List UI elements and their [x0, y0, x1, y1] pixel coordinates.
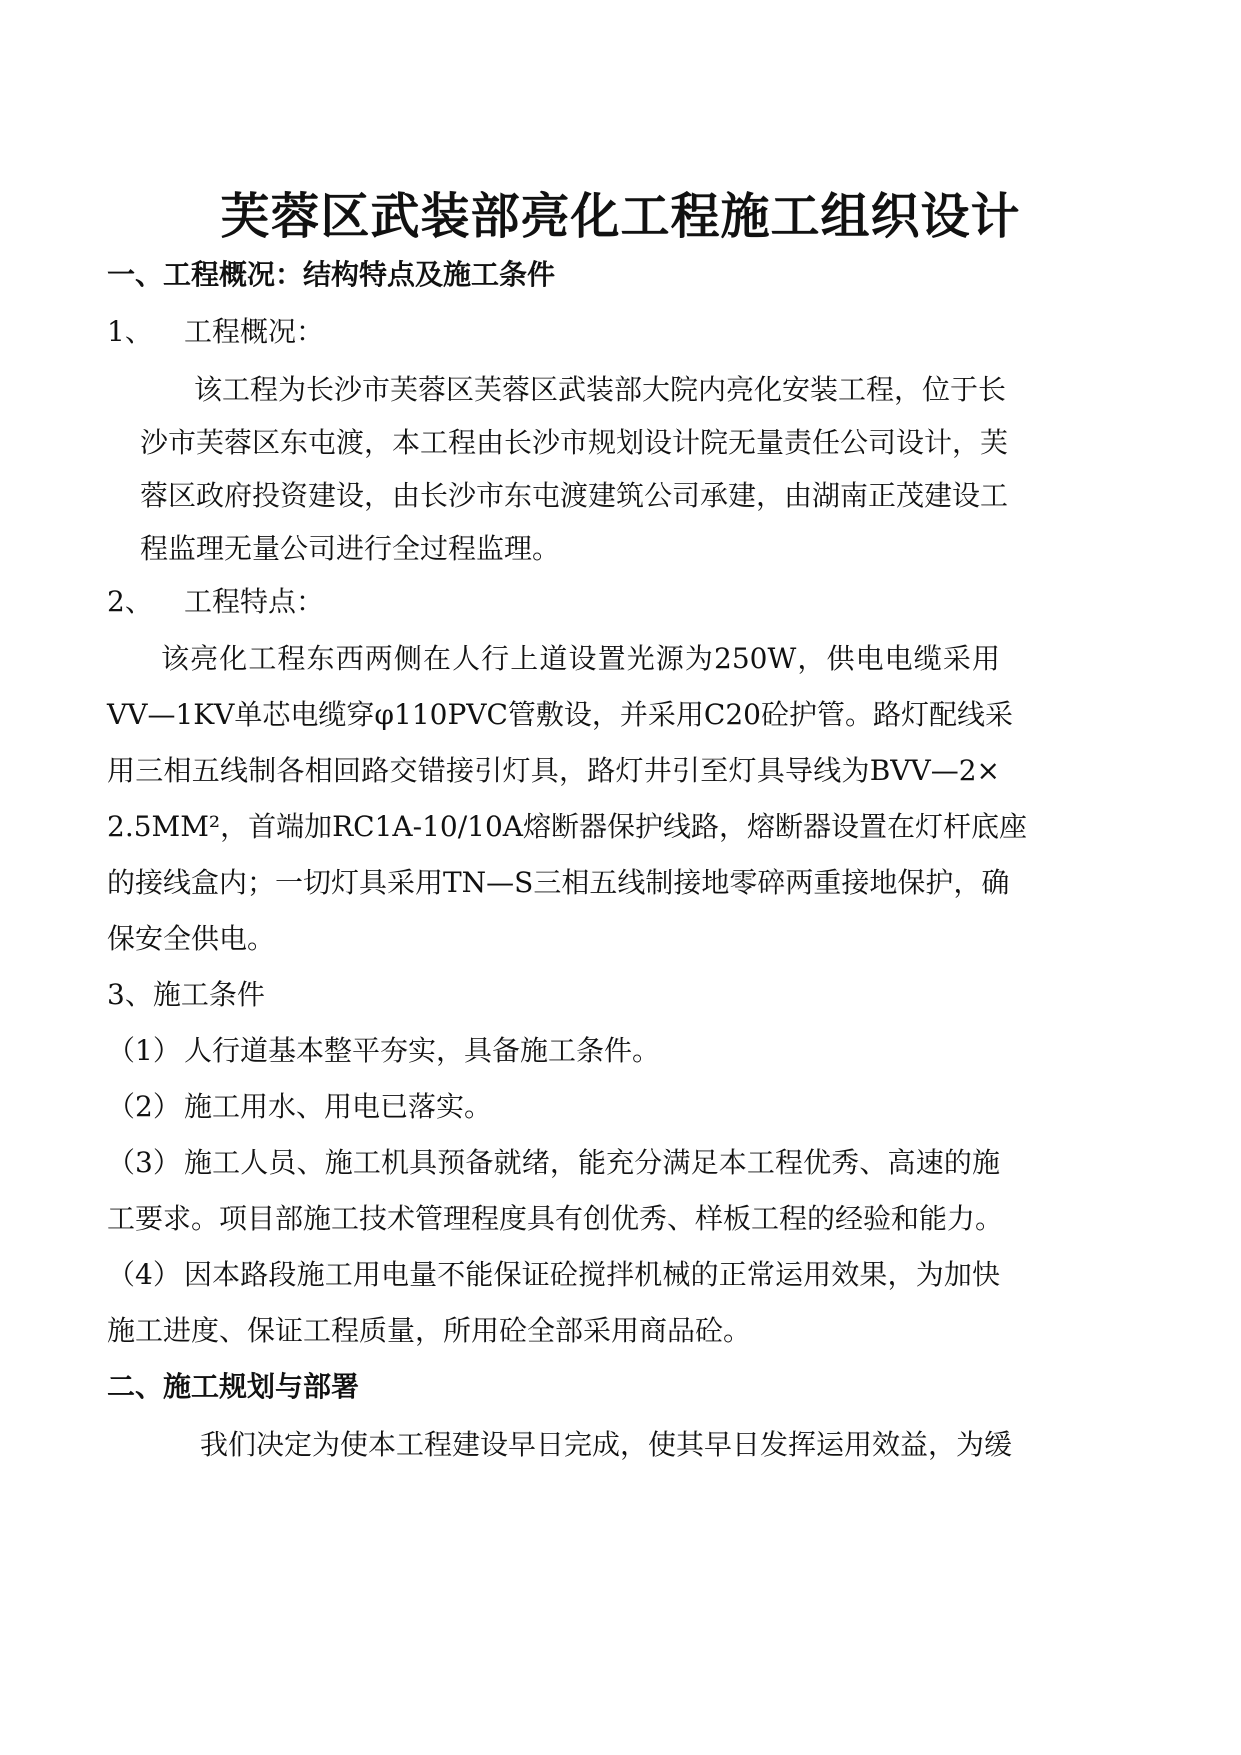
item-2-paragraph-line: 保安全供电。: [107, 922, 276, 955]
item-2-number: 2、: [107, 585, 153, 618]
condition-continuation: 施工进度、保证工程质量，所用砼全部采用商品砼。: [107, 1314, 752, 1347]
condition-text: 人行道基本整平夯实，具备施工条件。: [184, 1034, 661, 1067]
item-1-label: 工程概况：: [184, 315, 325, 348]
item-2-paragraph-line: VV—1KV单芯电缆穿φ110PVC管敷设，并采用C20砼护管。路灯配线采: [107, 698, 1013, 731]
document-title: 芙蓉区武装部亮化工程施工组织设计: [220, 188, 1021, 245]
item-2-paragraph-line: 用三相五线制各相回路交错接引灯具，路灯井引至灯具导线为BVV—2×: [107, 754, 1000, 787]
item-2-paragraph-line: 的接线盒内；一切灯具采用TN—S三相五线制接地零碎两重接地保护，确: [107, 866, 1010, 899]
item-1-paragraph-line: 蓉区政府投资建设，由长沙市东屯渡建筑公司承建，由湖南正茂建设工: [140, 479, 1009, 512]
item-1-paragraph-line: 程监理无量公司进行全过程监理。: [140, 532, 561, 565]
item-3-heading: 3、施工条件: [107, 978, 265, 1011]
condition-number: （3）: [107, 1146, 181, 1179]
section-2-paragraph-line: 我们决定为使本工程建设早日完成，使其早日发挥运用效益，为缓: [200, 1428, 1013, 1461]
item-2-label: 工程特点：: [184, 585, 325, 618]
section-2-heading: 二、施工规划与部署: [107, 1370, 360, 1403]
item-1-number: 1、: [107, 315, 153, 348]
condition-text: 因本路段施工用电量不能保证砼搅拌机械的正常运用效果，为加快: [184, 1258, 1000, 1291]
condition-continuation: 工要求。项目部施工技术管理程度具有创优秀、样板工程的经验和能力。: [107, 1202, 1004, 1235]
condition-number: （1）: [107, 1034, 181, 1067]
condition-text: 施工人员、施工机具预备就绪，能充分满足本工程优秀、高速的施: [184, 1146, 1000, 1179]
item-1-paragraph-line: 该工程为长沙市芙蓉区芙蓉区武装部大院内亮化安装工程，位于长: [194, 373, 1007, 406]
item-2-paragraph-line: 2.5MM²，首端加RC1A-10/10A熔断器保护线路，熔断器设置在灯杆底座: [107, 810, 1028, 843]
item-1-paragraph-line: 沙市芙蓉区东屯渡，本工程由长沙市规划设计院无量责任公司设计，芙: [140, 426, 1009, 459]
condition-text: 施工用水、用电已落实。: [184, 1090, 493, 1123]
condition-number: （2）: [107, 1090, 181, 1123]
condition-number: （4）: [107, 1258, 181, 1291]
item-2-paragraph-line: 该亮化工程东西两侧在人行上道设置光源为250W，供电电缆采用: [161, 642, 1000, 675]
section-1-heading: 一、工程概况：结构特点及施工条件: [107, 258, 556, 291]
